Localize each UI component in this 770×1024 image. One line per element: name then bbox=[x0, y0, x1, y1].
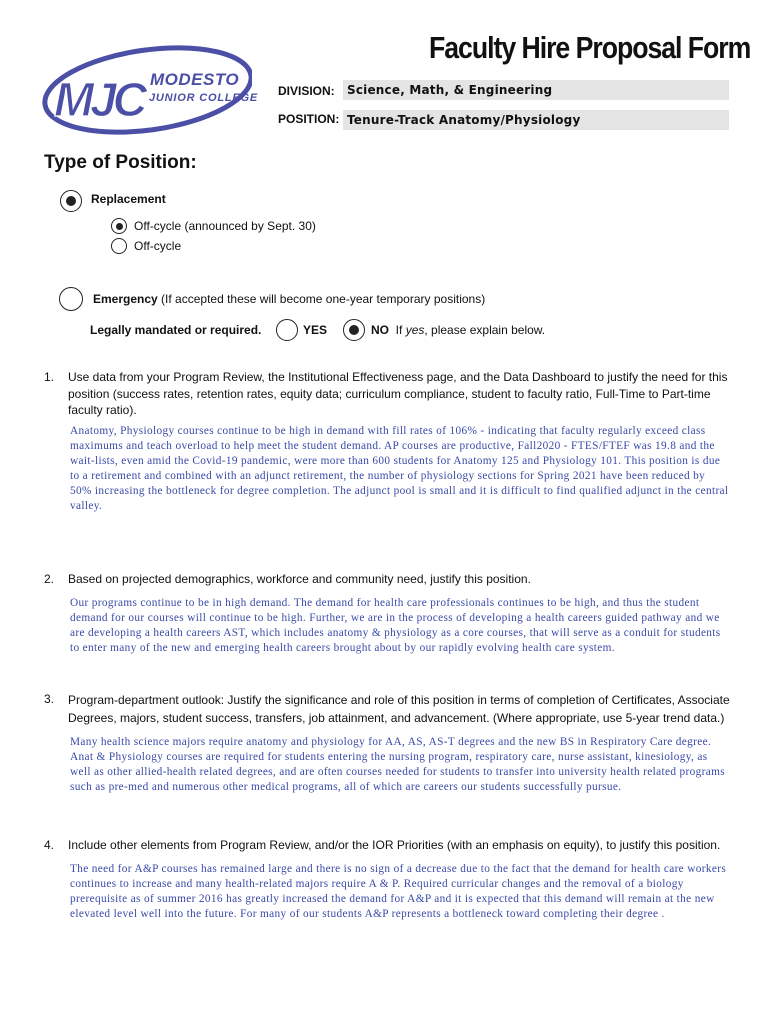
replacement-radio[interactable] bbox=[60, 190, 82, 212]
type-of-position-heading: Type of Position: bbox=[44, 152, 197, 173]
logo-name-line2: JUNIOR COLLEGE bbox=[149, 92, 258, 104]
offcycle-announced-radio-dot bbox=[116, 223, 123, 230]
logo-name-line1: MODESTO bbox=[150, 70, 240, 89]
replacement-radio-dot bbox=[66, 196, 76, 206]
question-2-answer[interactable]: Our programs continue to be in high demand. The demand for health care professionals continues to be high, and thus the student demand for our courses will continue to be high. Further, we are in the process of developing a health careers guided pathway and we are developing a health careers AST, which includes anatomy & physiology as a core courses, that will serve as a conduit for students to enter many of the new and emerging health careers brought about by our rapidly evolving health care system. bbox=[70, 597, 721, 654]
question-3-answer[interactable]: Many health science majors require anatomy and physiology for AA, AS, AS-T degrees and the new BS in Respiratory Care degree. Anat & Physiology courses are required for students entering the nursing program, respiratory care, nurse assistant, kinesiology, as well as other allied-health related degrees, and are often courses needed for students to transfer into university health related programs such as pre-med and numerous other medical programs, all of which are careers our students successfully pursue. bbox=[70, 736, 725, 793]
question-3-number: 3. bbox=[44, 692, 55, 706]
question-1-answer[interactable]: Anatomy, Physiology courses continue to be high in demand with fill rates of 106% - indicating that faculty regularly exceed class maximums and teach overload to help meet the student demand. AP courses are productive, Fall2020 - FTES/FTEF was 19.8 and the wait-lists, even amid the Covid-19 pandemic, were more than 600 students for Anatomy 125 and Physiology 101. This position is due to a retirement and combined with an adjunct retirement, the number of physiology sections for Spring 2021 have been reduced by 50% increasing the bottleneck for degree completion. The adjunct pool is small and it is difficult to find qualified adjunct in the central valley. bbox=[70, 425, 729, 512]
explain-note-prefix: If bbox=[395, 323, 406, 337]
question-3-text: Program-department outlook: Justify the significance and role of this position in terms of completion of Certificates, Associate Degrees, majors, student success, transfers, job attainment, and advancement. (Where appropriate, use 5-year trend data.) bbox=[68, 693, 730, 725]
division-field[interactable]: Science, Math, & Engineering bbox=[343, 80, 729, 100]
question-4-answer[interactable]: The need for A&P courses has remained large and there is no sign of a decrease due to the fact that the demand for health care workers continues to increase and many health-related majors require A & P. Required curricular changes and the removal of a biology prerequisite as of summer 2016 has greatly increased the demand for A&P and it is expected that this demand will remain at the new elevated level well into the future. For many of our students A&P represents a bottleneck toward completing their degree . bbox=[70, 863, 727, 920]
offcycle-announced-label: Off-cycle (announced by Sept. 30) bbox=[134, 219, 316, 233]
position-field[interactable]: Tenure-Track Anatomy/Physiology bbox=[343, 110, 729, 130]
legally-mandated-no-radio[interactable] bbox=[343, 319, 365, 341]
position-label: POSITION: bbox=[278, 112, 340, 126]
division-label: DIVISION: bbox=[278, 84, 335, 98]
explain-note-suffix: , please explain below. bbox=[424, 323, 546, 337]
logo-monogram: MJC bbox=[54, 74, 144, 127]
offcycle-announced-radio[interactable] bbox=[111, 218, 127, 234]
question-4-text: Include other elements from Program Review, and/or the IOR Priorities (with an emphasis on equity), to justify this position. bbox=[68, 838, 721, 852]
emergency-label-bold: Emergency bbox=[93, 292, 158, 306]
emergency-label bbox=[93, 292, 485, 306]
no-label: NO bbox=[371, 323, 389, 337]
legally-mandated-no-radio-dot bbox=[349, 325, 359, 335]
replacement-label: Replacement bbox=[91, 192, 166, 206]
legally-mandated-label: Legally mandated or required. bbox=[90, 323, 262, 337]
explain-note-italic: yes bbox=[405, 323, 425, 337]
legally-mandated-no-label bbox=[371, 323, 545, 337]
emergency-radio[interactable] bbox=[59, 287, 83, 311]
offcycle-radio[interactable] bbox=[111, 238, 127, 254]
question-2-text: Based on projected demographics, workforce and community need, justify this position. bbox=[68, 572, 531, 586]
emergency-label-note: (If accepted these will become one-year temporary positions) bbox=[161, 292, 486, 306]
question-2-number: 2. bbox=[44, 572, 55, 586]
legally-mandated-yes-radio[interactable] bbox=[276, 319, 298, 341]
form-title: Faculty Hire Proposal Form bbox=[429, 30, 751, 65]
offcycle-label: Off-cycle bbox=[134, 239, 182, 253]
legally-mandated-yes-label: YES bbox=[303, 323, 328, 337]
question-4-number: 4. bbox=[44, 838, 55, 852]
question-1-text: Use data from your Program Review, the Institutional Effectiveness page, and the Data Dashboard to justify the need for this position (success rates, retention rates, equity data; curriculum compliance, student to faculty ratio, Full-Time to Part-time faculty ratio). bbox=[68, 370, 728, 417]
question-1-number: 1. bbox=[44, 370, 55, 384]
